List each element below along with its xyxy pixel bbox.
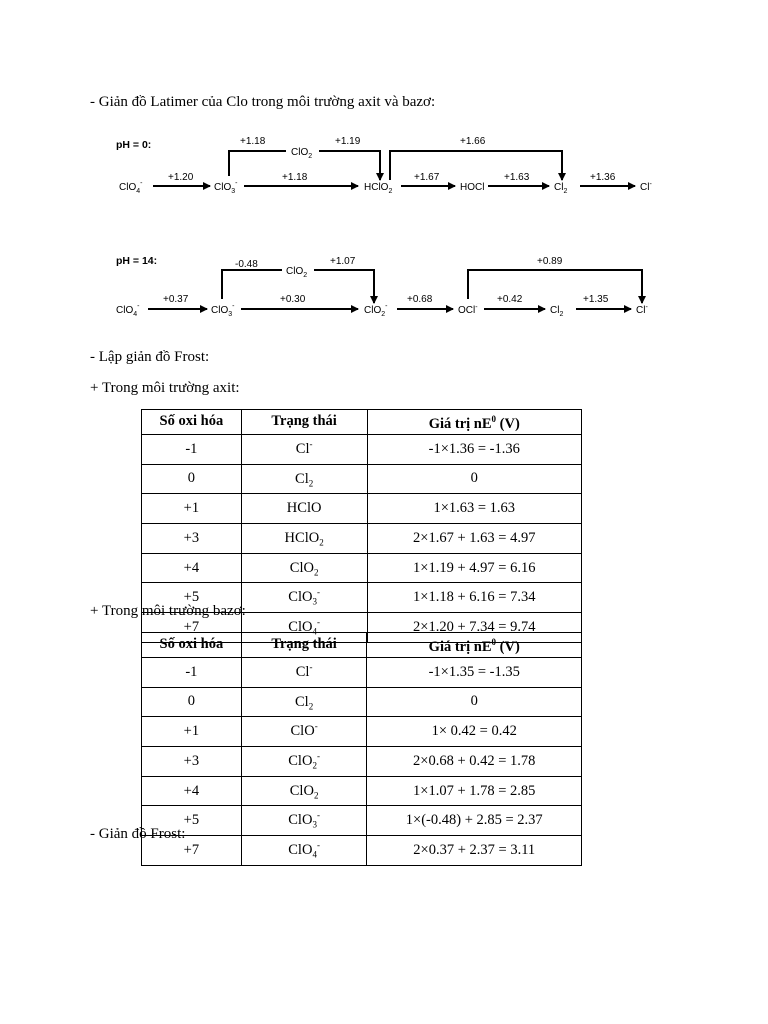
- species-cl2: $Cl_2$: [550, 305, 564, 318]
- oxidation-state-cell: +3: [142, 523, 242, 553]
- oxidation-state-cell: +7: [142, 613, 242, 643]
- latimer-diagram-base: [0, 252, 768, 324]
- ne-value-cell: 2×0.68 + 0.42 = 1.78: [367, 746, 582, 776]
- potential-label: +1.07: [330, 256, 356, 267]
- species-clo2: ClO$_2$: [286, 266, 308, 279]
- potential-label: +1.18: [240, 136, 266, 147]
- potential-label: +0.89: [537, 256, 563, 267]
- species-cell: $Cl_2$: [241, 687, 367, 717]
- header-species: Trạng thái: [241, 410, 367, 435]
- oxidation-state-cell: +3: [142, 746, 242, 776]
- ph-label: pH = 0:: [116, 139, 152, 151]
- species-cell: ClO$_4$-: [241, 613, 367, 643]
- ne-value-cell: 0: [367, 464, 582, 494]
- species-hocl: HOCl: [460, 182, 485, 193]
- header-ne-value: Giá trị $nE^0$ (V): [367, 410, 582, 435]
- base-table: [141, 632, 582, 866]
- species-cl2: $Cl_2$: [554, 182, 568, 195]
- potential-label: +0.68: [407, 294, 433, 305]
- oxidation-state-cell: -1: [142, 434, 242, 464]
- header-oxidation-state: Số oxi hóa: [142, 633, 242, 658]
- potential-label: +1.35: [583, 294, 609, 305]
- base-table-body: [142, 657, 582, 865]
- oxidation-state-cell: 0: [142, 687, 242, 717]
- potential-label: +1.66: [460, 136, 486, 147]
- table-row: [142, 494, 582, 524]
- oxidation-state-cell: +5: [142, 806, 242, 836]
- species-cell: ClO$_2$: [241, 553, 367, 583]
- table-row: [142, 746, 582, 776]
- table-row: [142, 657, 582, 687]
- potential-label: +0.30: [280, 294, 306, 305]
- ne-value-cell: 2×1.20 + 7.34 = 9.74: [367, 613, 582, 643]
- species-clo3: ClO$_3$-: [214, 180, 238, 195]
- potential-label: +1.67: [414, 172, 440, 183]
- species-clo4: ClO$_4$-: [119, 180, 143, 195]
- table-row: [142, 464, 582, 494]
- ne-value-cell: 2×0.37 + 2.37 = 3.11: [367, 836, 582, 866]
- species-cell: Cl-: [241, 657, 367, 687]
- potential-label: +0.42: [497, 294, 523, 305]
- species-hclo2: HClO$_2$: [364, 182, 393, 195]
- ne-value-cell: 1×1.07 + 1.78 = 2.85: [367, 776, 582, 806]
- oxidation-state-cell: +1: [142, 494, 242, 524]
- header-ne-value: Giá trị $nE^0$ (V): [367, 633, 582, 658]
- species-cell: ClO$_3$-: [241, 806, 367, 836]
- species-cell: ClO$_3$-: [241, 583, 367, 613]
- table-row: [142, 553, 582, 583]
- ne-value-cell: 1×(-0.48) + 2.85 = 2.37: [367, 806, 582, 836]
- ne-value-cell: -1×1.36 = -1.36: [367, 434, 582, 464]
- ne-value-cell: 1×1.63 = 1.63: [367, 494, 582, 524]
- ne-value-cell: 1× 0.42 = 0.42: [367, 717, 582, 747]
- table-header-row: [142, 410, 582, 435]
- potential-label: +1.20: [168, 172, 194, 183]
- potential-label: +1.18: [282, 172, 308, 183]
- species-cell: HClO$_2$: [241, 523, 367, 553]
- table-row: [142, 687, 582, 717]
- potential-label: +1.19: [335, 136, 361, 147]
- oxidation-state-cell: +1: [142, 717, 242, 747]
- species-ocl-: OCl-: [458, 304, 478, 316]
- latimer-heading: - Giản đồ Latimer của Clo trong môi trường axit và bazơ:: [90, 94, 436, 110]
- species-cell: ClO-: [241, 717, 367, 747]
- table-header-row: [142, 633, 582, 658]
- header-species: Trạng thái: [241, 633, 367, 658]
- ne-value-cell: 0: [367, 687, 582, 717]
- frost-heading: - Giản đồ Frost:: [90, 826, 186, 842]
- species-clo2: ClO$_2$: [291, 147, 313, 160]
- species-clo3: ClO$_3$-: [211, 303, 235, 318]
- species-cell: ClO$_4$-: [241, 836, 367, 866]
- species-cell: ClO$_2$: [241, 776, 367, 806]
- oxidation-state-cell: +7: [142, 836, 242, 866]
- potential-label: -0.48: [235, 259, 258, 270]
- species-cl-: Cl-: [640, 181, 652, 193]
- species-cl-: Cl-: [636, 304, 648, 316]
- oxidation-state-cell: +5: [142, 583, 242, 613]
- oxidation-state-cell: -1: [142, 657, 242, 687]
- oxidation-state-cell: +4: [142, 553, 242, 583]
- ne-value-cell: 1×1.18 + 6.16 = 7.34: [367, 583, 582, 613]
- species-clo4: ClO$_4$-: [116, 303, 140, 318]
- table-row: [142, 434, 582, 464]
- species-cell: HClO: [241, 494, 367, 524]
- ne-value-cell: 1×1.19 + 4.97 = 6.16: [367, 553, 582, 583]
- table-row: [142, 776, 582, 806]
- species-cell: ClO$_2$-: [241, 746, 367, 776]
- oxidation-state-cell: 0: [142, 464, 242, 494]
- ne-value-cell: 2×1.67 + 1.63 = 4.97: [367, 523, 582, 553]
- table-row: [142, 806, 582, 836]
- table-row: [142, 717, 582, 747]
- frost-setup-heading: - Lập giản đồ Frost:: [90, 349, 210, 365]
- species-cell: $Cl_2$: [241, 464, 367, 494]
- table-row: [142, 836, 582, 866]
- potential-label: +1.63: [504, 172, 530, 183]
- acid-heading: + Trong môi trường axit:: [90, 380, 240, 396]
- ne-value-cell: -1×1.35 = -1.35: [367, 657, 582, 687]
- base-heading: + Trong môi trường bazơ:: [90, 603, 246, 619]
- species-cell: Cl-: [241, 434, 367, 464]
- potential-label: +1.36: [590, 172, 616, 183]
- ph-label: pH = 14:: [116, 255, 158, 267]
- header-oxidation-state: Số oxi hóa: [142, 410, 242, 435]
- potential-label: +0.37: [163, 294, 189, 305]
- table-row: [142, 523, 582, 553]
- latimer-diagram-acid: [0, 126, 768, 206]
- species-clo2-: ClO$_2$-: [364, 303, 388, 318]
- oxidation-state-cell: +4: [142, 776, 242, 806]
